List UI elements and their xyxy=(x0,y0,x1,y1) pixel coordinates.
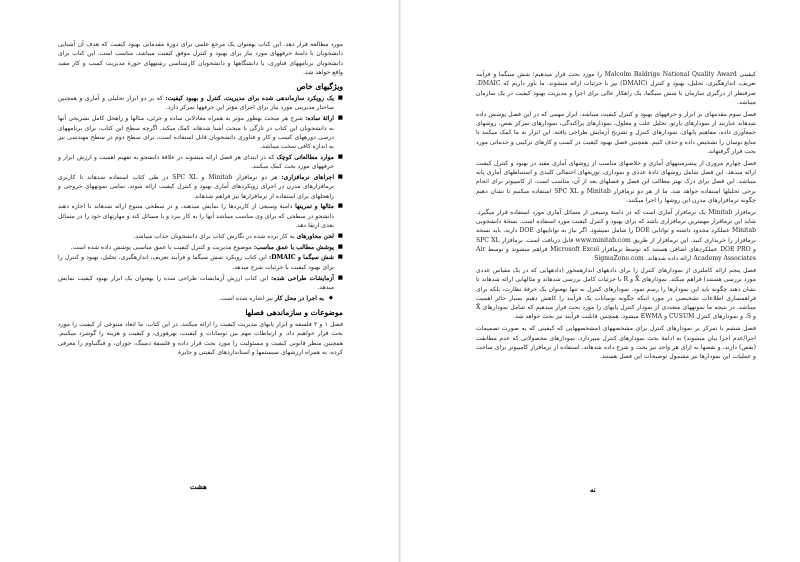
right-page-number: نه xyxy=(590,485,596,494)
feature-item: ■ آزمایشات طراحی شده: این کتاب ارزش آزمایشات طراحی شده را بهعنوان یک ابزار بهبود کیفیت نمایش میدهد. xyxy=(58,274,334,293)
feature-item: ■ پوشش مطالب با عمق مناسب: موضوع مدیریت و کنترل کیفیت با عمق مناسبی پوشش داده شده است. xyxy=(58,243,334,252)
feature-item: ■ اجراهای نرمافزاری: هر دو نرمافزار Minitab و SPC XL در طی کتاب استفاده شدهاند تا کاربری نرمافزارهای مدرن در اجرای رویکردهای آماری بهبود و کنترل کیفیت ارائه شوند. تمامی نمونههای خروجی و راهحلهای برای استفاده از نرمافزارها نیز فراهم شدهاند. xyxy=(58,173,334,201)
right-paragraph: فصل ششم با تمرکز بر نمودارهای کنترل برای مشخصههای (مشخصههایی که کیفیتی که به صورت تصمیمات اجزا/عدم اجزا بیان میشوند) به ادامۀ بحث نمودارهای کنترل میپردازد. نمودارهای محصولاتی که عدم مطابقت (نقص) دارند، و نقصها به ازای هر واحد نیز بحث و شرح داده شدهاند. استفاده از نرمافزار کامپیوتر برای ساخت و عملیات این نمودارها نیز مشمول توضیحات این فصل هستند. xyxy=(476,325,756,361)
left-intro-paragraph: مورد مطالعه قرار دهد. این کتاب بهعنوان یک مرجع علمی برای دورۀ مقدماتی بهبود کیفیت که هدف آن آشنایی دانشجویان با دامنۀ حرفههای مورد نیاز برای بهبود و کنترل موفق کیفیت میباشد، مناسب است. این کتاب برای دانشجویان برنامههای فناوری، یا دانشگاهها و دانشجویان کارشناسی رشتههای حوزۀ مدیریت کسب و کار مفید واقع خواهد شد. xyxy=(58,41,343,76)
feature-item: ■ لحن محاورهای به کار برده شده در نگارش کتاب برای دانشجویان جذاب میباشد. xyxy=(58,232,334,241)
feature-subitem: ◆ به اجرا در محل کار نیز اشاره شده است. xyxy=(58,294,324,303)
right-paragraph: فصل چهارم مروری از پیشزمینههای آماری و خلاصهای مناسب از روشهای آماری مفید در بهبود و کنترل کیفیت ارائه میدهد. این فصل شامل روشهای دادۀ عددی و نموداری، توزیعهای احتمالی کلیدی و استنباطهای آماری پایه میباشد. این فصل برای درک بهتر مطالب این فصل و فصلهای بعد از آن، مناسب است. از کامپیوتر برای انجام برخی تحلیلها استفاده خواهد شد. ما از هر دو نرمافزار Minitab و SPC XL استفاده میکنیم تا نشان دهیم چگونه نرمافزارهای مدرن این روشها را اجرا میکنند. xyxy=(476,159,756,204)
feature-item: ■ موارد مطالعاتی کوچک که در ابتدای هر فصل ارائه میشوند در علاقۀ دانشجو به تفهیم اهمیت و ارزش ابزار و حرفههای مورد بحث کمک میکنند. xyxy=(58,153,334,172)
features-list xyxy=(58,94,343,303)
left-page-body xyxy=(58,40,343,360)
right-paragraph: نرمافزار Minitab یک نرمافزار آماری است که در دامنۀ وسیعی از مسائل آماری مورد استفاده قرار میگیرد. شاید این نرمافزار مهمترین نرمافزاری باشد که برای بهبود و کنترل کیفیت مورد استفاده است. نسخۀ دانشجویی Minitab عملکرد محدود داشته و توانایی DOE را شامل نمیشود. اگر نیاز به تواناییهای DOE دارید، باید نسخه نرمافزار را خریداری کنید. این نرمافزار از طریق www.minitab.com قابل دریافت است. نرمافزار SPC XL و DOE PRO عملکردهای اضافی هستند که توسط نرمافزار Microsoft Excel فراهم میشوند و توسط Air Academy Associates ارائه داده شدهاند. SigmaZone.com xyxy=(476,208,756,263)
right-page-body xyxy=(476,70,756,364)
organization-paragraph: فصل ۱ و ۲ فلسفه و ابزار پایهای مدیریت کیفیت را ارائه میکنند. در این کتاب، ما ابعاد متنوعی از کیفیت را مورد بحث قرار خواهیم داد، و ارتباطات مهم بین نوسانات و کیفیت، بهرهوری، و کیفیت و هزینه را گوشزد میکنیم. همچنین منظر قانونی کیفیت و مسئولیت را مورد بحث قرار داده و فلسفۀ دمینگ، جوران، و فیگنباوم را معرفی کرده، به همراه ارزشهای سیستمها و استانداردهای کیفیتی و جایزۀ xyxy=(58,320,343,356)
feature-item: ■ یک رویکرد سازماندهی شده برای مدیریت، کنترل و بهبود کیفیت: که بر دو ابزار تحلیلی و آماری و همچنین ساختار مدیریتی مورد نیاز برای اجرای مؤثر این حرفهها تمرکز دارد. xyxy=(58,94,334,113)
right-paragraph: فصل سوم مقدمهای بر ابزار و حرفههای بهبود و کنترل کیفیت میباشد. ابزار مهمی که در این فصل پوشش داده شدهاند عبارتند از نمودارهای پارتو، تحلیل علت و معلول، نمودارهای پراکندگی، نمودارهای تمرکز نقص، روشهای جمعآوری داده، مفاهیم پایهای، نمودارهای کنترل و تشریح آزمایش طراحی یافته. این ابزار به ما کمک میکنند تا منابع نوسان را تشخیص داده و حذف کنیم. همچنین فصل بهبود کیفیت در کسب و کارهای ترکیبی و خدماتی مورد بحث قرار گرفتهاند. xyxy=(476,110,756,155)
feature-item: ■ مثالها و تمرینها دامنۀ وسیعی از کاربردها را نمایش میدهند، و در سطحی متنوع ارائه شدهاند تا اجازه دهند دانشجو در سطحی که برای وی مناسب میباشد آنها را به کار ببرد و با مسائل کند و مهارتهای خود را در مسائل بعدی ارتقا دهد. xyxy=(58,202,334,230)
feature-item: ■ شش سیگما و DMAIC: این کتاب رویکرد شش سیگما و فرآیند تعریف، اندازهگیری، تحلیل، بهبود و کنترل را برای بهبود کیفیت با جزئیات شرح میدهد. xyxy=(58,253,334,272)
right-paragraph: فصل پنجم ارائه کاملتری از نمودارهای کنترل را برای دادههای اندازهمحور (دادههایی که در یک مقیاس عددی مورد بررسی هستند) فراهم میکند. نمودارهای X̄ و R با جزئیات کامل بررسی شدهاند و مثالهایی ارائه شدهاند تا نشان دهند چگونه باید این نمودارها را رسم نمود. نمودارهای کنترل نه تنها بهعنوان یک حرفۀ نظارت، بلکه برای فراهمسازی اطلاعات تشخیصی در مورد اینکه چگونه نوسانات یک فرآیند را کاهش دهیم بسیار حائز اهمیت میباشد. در نتیجه ما نمونههای متعددی از نمودار کنترل پایهای را مورد بحث قرار میدهیم که شامل نمودارهای X̄ و S، و نمودارهای کنترل CUSUM و EWMA میشود. همچنین قابلیت فرآیند نیز بحث خواهد شد. xyxy=(476,266,756,321)
feature-item: ■ ارائۀ ساده: شرح هر مبحث بهطور موثر به همراه معادلاتی ساده و جزئی، مثالها و راهحل کامل تشریحی آنها به دانشجویان این کتاب در تازگی با مبحث آشنا شدهاند کمک میکند. اگرچه سطح این کتاب، برای برنامههای درسی دورههای کسب و کار و فناوری دانشجویان قابل استفاده است، برای سطح دوم در سطح مهندسی نیز به اندازه کافی سخت میباشد. xyxy=(58,114,334,151)
right-page xyxy=(400,0,800,562)
right-paragraph: کیفیتی Malcolm Baldrige National Quality Award را مورد بحث قرار میدهیم؛ شش سیگما و فرآیند تعریف، اندازهگیری، تحلیل، بهبود و کنترل (DMAIC) نیز با جزئیات ارائه میشوند. ما باور داریم که DMAIC، صرفنظر از درگیری سازمان با شش سیگما، یک راهکار عالی برای اجرا و مدیریت بهبود کیفیت در یک سازمان میباشد. xyxy=(476,71,756,106)
left-page-number: هشت xyxy=(190,482,207,491)
features-heading: ویژگیهای خاص xyxy=(296,82,343,92)
organization-heading: موضوعات و سازماندهی فصلها xyxy=(245,307,343,317)
